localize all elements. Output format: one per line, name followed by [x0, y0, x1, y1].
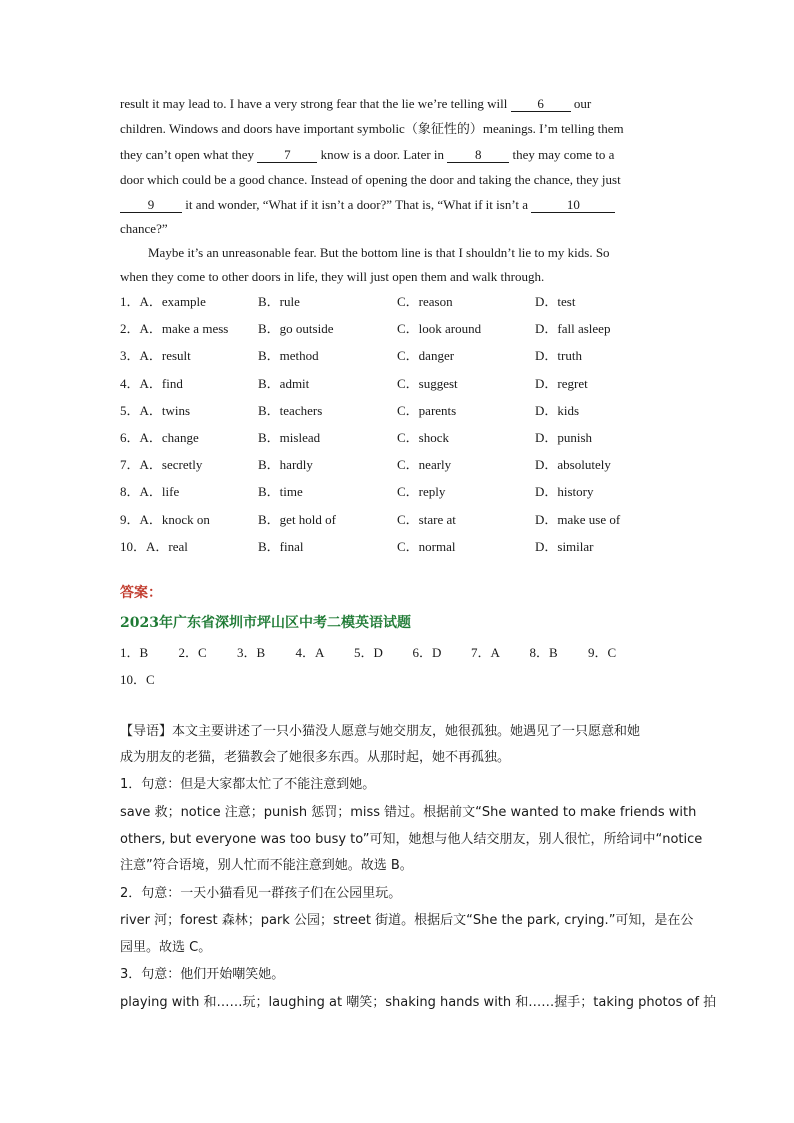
option-2-c: C．look around	[397, 321, 482, 336]
q1-explanation: 注意”符合语境，别人忙而不能注意到她。故选 B。	[120, 858, 413, 873]
question-number: 2．	[120, 321, 140, 336]
passage-text: they may come to a	[509, 147, 615, 162]
answer-key-5: 5．D	[354, 645, 383, 660]
answer-key-4: 4．A	[295, 645, 325, 660]
option-5-c: C．parents	[397, 403, 457, 418]
blank-10: 10	[531, 198, 615, 213]
passage-text: result it may lead to. I have a very strong fear that the lie we’re telling will	[120, 96, 511, 111]
answer-label: 答案：	[120, 585, 162, 601]
option-3-a	[120, 348, 191, 364]
intro-line: 【导语】本文主要讲述了一只小猫没人愿意与她交朋友，她很孤独。她遇见了一只愿意和她	[120, 724, 641, 739]
option-3-c: C．danger	[397, 348, 455, 363]
option-2-b: B．go outside	[258, 321, 334, 336]
option-8-a	[120, 484, 179, 500]
q2-title: 2．句意：一天小猫看见一群孩子们在公园里玩。	[120, 886, 402, 901]
passage-text: know is a door. Later in	[317, 147, 448, 162]
option-8-b: B．time	[258, 484, 303, 499]
q2-explanation: river 河；forest 森林；park 公园；street 街道。根据后文“She the park, crying.”可知，是在公	[120, 913, 694, 928]
option-10-b: B．final	[258, 539, 304, 554]
passage-line: when they come to other doors in life, they will just open them and walk through.	[120, 269, 545, 284]
option-9-b: B．get hold of	[258, 512, 336, 527]
option-6-b: B．mislead	[258, 430, 321, 445]
option-text: A．real	[146, 539, 188, 554]
passage-line	[120, 197, 680, 213]
q1-title: 1．句意：但是大家都太忙了不能注意到她。	[120, 777, 376, 792]
passage-text: they can’t open what they	[120, 147, 258, 162]
answer-key-7: 7．A	[471, 645, 500, 660]
option-4-a	[120, 376, 183, 392]
q3-title: 3．句意：他们开始嘲笑她。	[120, 967, 285, 982]
option-2-a	[120, 321, 228, 337]
answer-key-3: 3．B	[237, 645, 266, 660]
exam-title: 2023年广东省深圳市坪山区中考二模英语试题	[120, 615, 411, 631]
passage-line: door which could be a good chance. Instead of opening the door and taking the chance, they just	[120, 172, 621, 187]
passage-line	[120, 147, 680, 163]
option-1-a	[120, 294, 206, 310]
passage-line: chance?”	[120, 221, 168, 236]
q3-explanation: playing with 和……玩；laughing at 嘲笑；shaking hands with 和……握手；taking photos of 拍	[120, 995, 717, 1010]
blank-8: 8	[447, 148, 509, 163]
blank-6: 6	[511, 97, 571, 112]
passage-line	[120, 96, 680, 112]
answer-key-1: 1．B	[120, 645, 149, 660]
option-text: A．find	[139, 376, 183, 391]
q1-explanation: others, but everyone was too busy to”可知，她想与他人结交朋友，别人很忙，所给词中“notice	[120, 832, 703, 847]
option-7-c: C．nearly	[397, 457, 452, 472]
option-9-a	[120, 512, 210, 528]
option-7-b: B．hardly	[258, 457, 313, 472]
option-5-d: D．kids	[535, 403, 580, 418]
option-6-a	[120, 430, 199, 446]
option-2-d: D．fall asleep	[535, 321, 611, 336]
question-number: 10．	[120, 539, 147, 554]
option-text: A．twins	[139, 403, 191, 418]
question-number: 6．	[120, 430, 140, 445]
option-6-d: D．punish	[535, 430, 593, 445]
option-text: A．secretly	[139, 457, 203, 472]
q1-explanation: save 救；notice 注意；punish 惩罚；miss 错过。根据前文“She wanted to make friends with	[120, 805, 697, 820]
option-10-c: C．normal	[397, 539, 456, 554]
passage-text: it and wonder, “What if it isn’t a door?” That is, “What if it isn’t a	[182, 197, 532, 212]
option-5-a	[120, 403, 190, 419]
passage-text: our	[570, 96, 592, 111]
option-8-d: D．history	[535, 484, 594, 499]
option-1-b: B．rule	[258, 294, 300, 309]
blank-7: 7	[257, 148, 317, 163]
question-number: 3．	[120, 348, 140, 363]
passage-line: Maybe it’s an unreasonable fear. But the bottom line is that I shouldn’t lie to my kids. So	[148, 245, 610, 260]
blank-9: 9	[120, 198, 182, 213]
question-number: 4．	[120, 376, 140, 391]
question-number: 1．	[120, 294, 140, 309]
intro-line: 成为朋友的老猫，老猫教会了她很多东西。从那时起，她不再孤独。	[120, 750, 511, 765]
option-4-b: B．admit	[258, 376, 310, 391]
answer-key-8: 8．B	[529, 645, 558, 660]
question-number: 9．	[120, 512, 140, 527]
option-text: A．life	[139, 484, 180, 499]
option-7-a	[120, 457, 202, 473]
question-number: 5．	[120, 403, 140, 418]
q2-explanation: 园里。故选 C。	[120, 940, 212, 955]
answer-key-2: 2．C	[178, 645, 207, 660]
answer-key-9: 9．C	[588, 645, 617, 660]
option-3-b: B．method	[258, 348, 319, 363]
answer-key-6: 6．D	[412, 645, 442, 660]
option-text: A．result	[139, 348, 191, 363]
option-1-c: C．reason	[397, 294, 453, 309]
option-10-d: D．similar	[535, 539, 594, 554]
option-1-d: D．test	[535, 294, 576, 309]
question-number: 7．	[120, 457, 140, 472]
passage-line: children. Windows and doors have important symbolic（象征性的）meanings. I’m telling them	[120, 121, 624, 136]
option-text: A．knock on	[139, 512, 210, 527]
question-number: 8．	[120, 484, 140, 499]
option-6-c: C．shock	[397, 430, 450, 445]
option-text: A．make a mess	[139, 321, 229, 336]
option-8-c: C．reply	[397, 484, 446, 499]
option-7-d: D．absolutely	[535, 457, 611, 472]
option-10-a	[120, 539, 188, 555]
option-4-c: C．suggest	[397, 376, 458, 391]
option-text: A．change	[139, 430, 199, 445]
option-5-b: B．teachers	[258, 403, 323, 418]
option-9-d: D．make use of	[535, 512, 621, 527]
option-9-c: C．stare at	[397, 512, 456, 527]
option-4-d: D．regret	[535, 376, 588, 391]
answer-key-10: 10．C	[120, 672, 155, 687]
option-text: A．example	[139, 294, 206, 309]
option-3-d: D．truth	[535, 348, 582, 363]
